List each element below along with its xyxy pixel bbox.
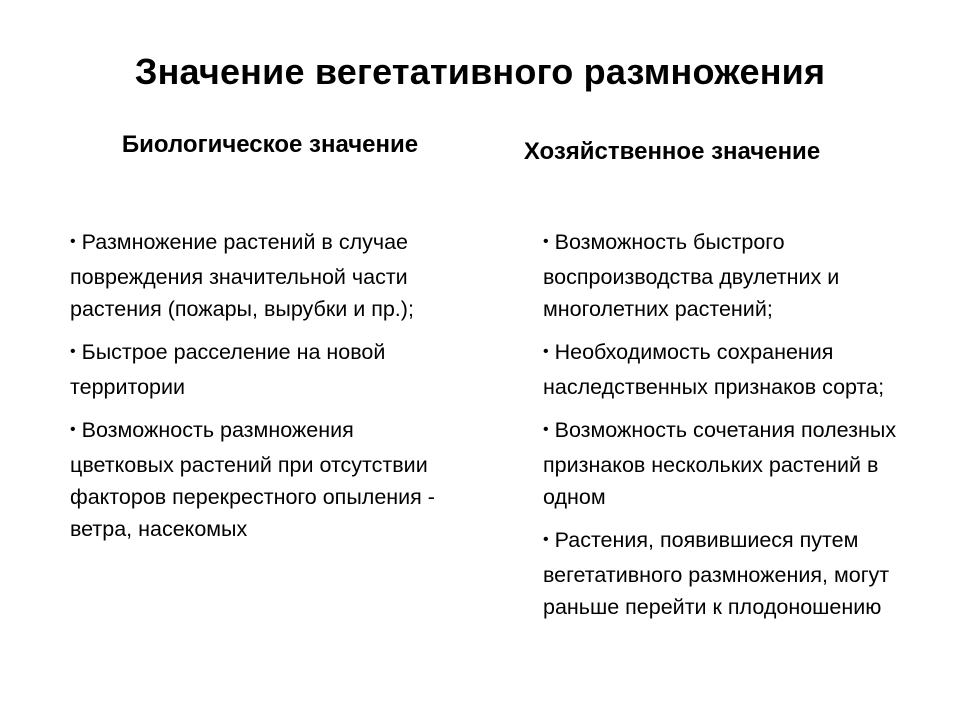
bullet-icon: • [70, 233, 76, 250]
bullet-icon: • [543, 531, 549, 548]
list-item: • Растения, появившиеся путем вегетативного размножения, могут раньше перейти к плодоношению [543, 528, 890, 619]
biological-list [70, 226, 440, 556]
bullet-icon: • [543, 421, 549, 438]
economic-heading: Хозяйственное значение [523, 138, 821, 165]
list-item: • Размножение растений в случае повреждения значительной части растения (пожары, вырубки и пр.); [70, 230, 414, 321]
bullet-icon: • [543, 233, 549, 250]
slide-title: Значение вегетативного размножения [134, 51, 826, 92]
bullet-icon: • [70, 421, 76, 438]
list-item: • Быстрое расселение на новой территории [70, 340, 386, 399]
list-item: • Возможность быстрого воспроизводства двулетних и многолетних растений; [543, 230, 840, 321]
list-item: • Необходимость сохранения наследственных признаков сорта; [543, 340, 885, 399]
bullet-icon: • [70, 343, 76, 360]
economic-list [543, 226, 903, 634]
bullet-icon: • [543, 343, 549, 360]
list-item: • Возможность сочетания полезных признаков нескольких растений в одном [543, 418, 897, 509]
list-item: • Возможность размножения цветковых растений при отсутствии факторов перекрестного опыления - ветра, насекомых [70, 418, 435, 541]
biological-heading: Биологическое значение [121, 131, 419, 158]
